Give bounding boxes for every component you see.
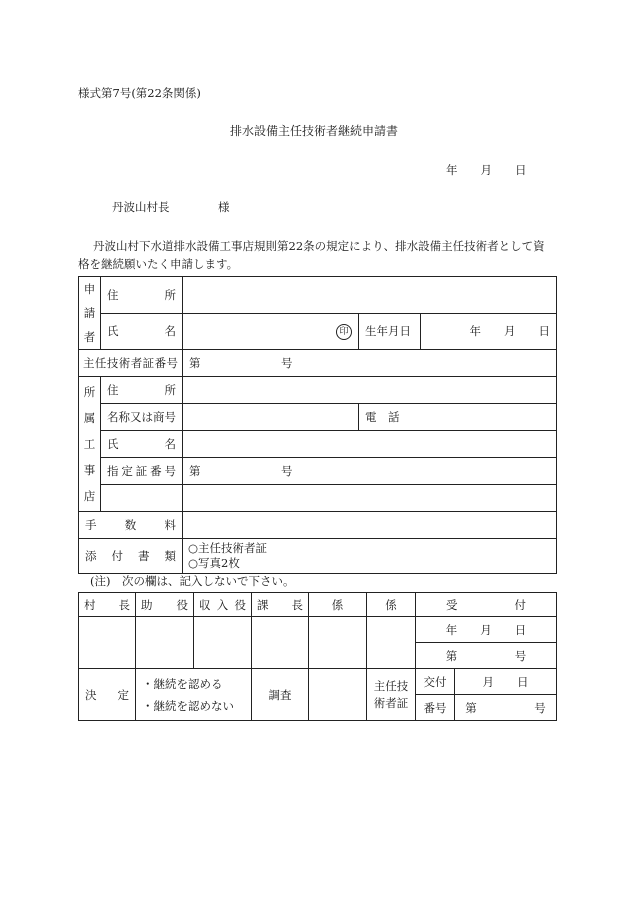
stamp-staff-2[interactable] — [367, 617, 416, 669]
attachment-item: ○主任技術者証 — [188, 541, 268, 555]
business-name-field[interactable] — [183, 404, 359, 431]
survey-label: 調査 — [252, 669, 309, 721]
company-blank-label — [101, 485, 183, 512]
header-section-chief: 課長 — [252, 593, 309, 617]
receipt-date[interactable]: 年 月 日 — [416, 617, 557, 643]
birthdate-field[interactable]: 年 月 日 — [421, 313, 557, 350]
number-label: 番号 — [416, 695, 455, 721]
header-deputy: 助役 — [136, 593, 194, 617]
number-value[interactable]: 第 号 — [455, 695, 557, 721]
applicant-group-label: 申 請 者 — [79, 277, 101, 350]
applicant-name-field[interactable] — [183, 313, 359, 350]
decision-label: 決定 — [79, 669, 136, 721]
decision-option-reject[interactable]: ・継続を認めない — [142, 698, 234, 713]
seal-mark: 印 — [336, 324, 352, 340]
birthdate-label: 生年月日 — [359, 313, 421, 350]
attachments-label: 添付書類 — [79, 539, 183, 574]
date-line: 年 月 日 — [446, 163, 527, 177]
stamp-deputy[interactable] — [136, 617, 194, 669]
company-group-label: 所 属 工 事 店 — [79, 377, 101, 512]
company-address-label: 住所 — [101, 377, 183, 404]
phone-label: 電 話 — [359, 404, 557, 431]
application-table — [78, 276, 557, 574]
fee-label: 手数料 — [79, 512, 183, 539]
company-blank-field[interactable] — [183, 485, 557, 512]
stamp-village-head[interactable] — [79, 617, 136, 669]
designation-label: 指定証番号 — [101, 458, 183, 485]
applicant-address-label: 住所 — [101, 277, 183, 314]
body-text-line2: 格を継続願いたく申請します。 — [78, 257, 239, 271]
survey-field[interactable] — [309, 669, 367, 721]
cert-number-label: 主任技術者証番号 — [79, 350, 183, 377]
document-title: 排水設備主任技術者継続申請書 — [230, 124, 399, 138]
decision-options — [136, 669, 252, 721]
stamp-staff-1[interactable] — [309, 617, 367, 669]
issue-label: 交付 — [416, 669, 455, 695]
office-use-table — [78, 592, 557, 721]
cert-number-field[interactable]: 第 号 — [183, 350, 557, 377]
office-use-note: (注) 次の欄は、記入しないで下さい。 — [90, 574, 295, 588]
header-staff-2: 係 — [367, 593, 416, 617]
addressee: 丹波山村長 — [112, 200, 170, 214]
stamp-treasurer[interactable] — [194, 617, 252, 669]
receipt-number[interactable]: 第 号 — [416, 643, 557, 669]
cert-label: 主任技 術者証 — [367, 669, 416, 721]
header-staff-1: 係 — [309, 593, 367, 617]
attachment-item: ○写真2枚 — [188, 556, 240, 570]
stamp-section-chief[interactable] — [252, 617, 309, 669]
form-number: 様式第7号(第22条関係) — [78, 86, 201, 100]
business-name-label: 名称又は商号 — [101, 404, 183, 431]
receipt-label: 受付 — [416, 593, 557, 617]
applicant-address-field[interactable] — [183, 277, 557, 314]
attachments-list — [183, 539, 557, 574]
company-name-label: 氏名 — [101, 431, 183, 458]
header-treasurer: 収入役 — [194, 593, 252, 617]
designation-field[interactable]: 第 号 — [183, 458, 557, 485]
body-text-line1: 丹波山村下水道排水設備工事店規則第22条の規定により、排水設備主任技術者として資 — [93, 239, 545, 253]
fee-field[interactable] — [183, 512, 557, 539]
applicant-name-label: 氏名 — [101, 313, 183, 350]
honorific: 様 — [218, 200, 230, 214]
header-village-head: 村長 — [79, 593, 136, 617]
decision-option-approve[interactable]: ・継続を認める — [142, 676, 223, 691]
company-address-field[interactable] — [183, 377, 557, 404]
issue-date[interactable]: 月 日 — [455, 669, 557, 695]
company-name-field[interactable] — [183, 431, 557, 458]
